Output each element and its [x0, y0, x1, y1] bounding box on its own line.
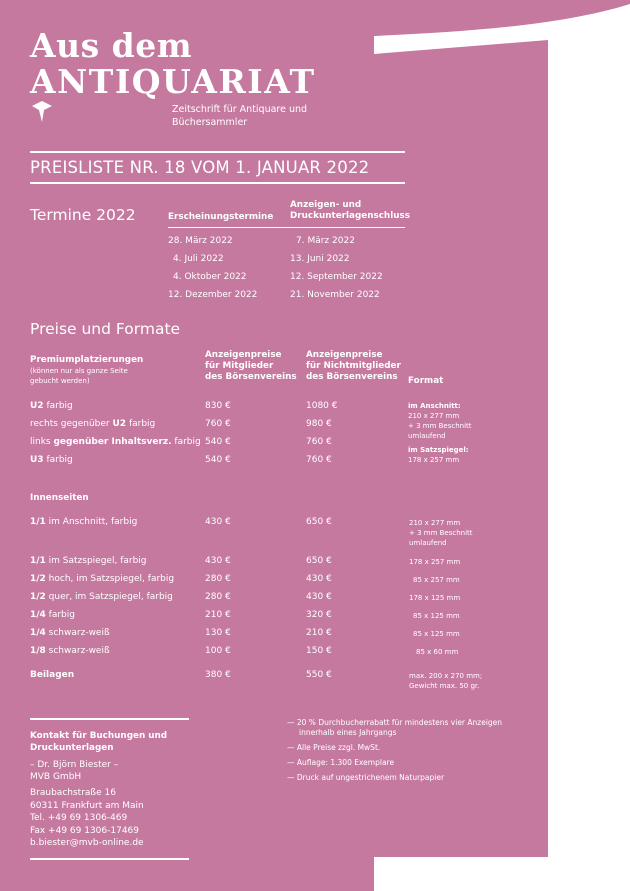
members-header-line3: des Börsenvereins	[205, 372, 297, 382]
premium-format	[408, 401, 472, 465]
inner-row-member-price: 210 €	[205, 610, 231, 620]
note-item-cont: innerhalb eines Jahrgangs	[299, 728, 397, 737]
inner-row-member-price: 430 €	[205, 517, 231, 527]
inner-row: 1/8 schwarz-weiß	[30, 646, 110, 656]
inner-row-member-price: 130 €	[205, 628, 231, 638]
format-anschnitt-1: 210 x 277 mm	[408, 412, 460, 420]
format-anschnitt-3: umlaufend	[408, 432, 446, 440]
nonmembers-header-line3: des Börsenvereins	[306, 372, 398, 382]
termine-col2-header	[290, 200, 410, 222]
premium-row-member-price: 760 €	[205, 419, 231, 429]
inner-row-member-price: 430 €	[205, 556, 231, 566]
termine-row-schluss: 7. März 2022	[296, 236, 355, 246]
note-item: — Alle Preise zzgl. MwSt.	[287, 743, 381, 752]
inner-row-nonmember-price: 210 €	[306, 628, 332, 638]
termine-row: 4. Oktober 2022	[173, 272, 247, 282]
termine-col2-header-line1: Anzeigen- und	[290, 200, 362, 210]
termine-rule	[168, 227, 405, 228]
kontakt-title-line1: Kontakt für Buchungen und	[30, 731, 168, 741]
nonmembers-header	[306, 350, 401, 383]
book-logo-icon	[31, 100, 53, 124]
inner-row-nonmember-price: 650 €	[306, 556, 332, 566]
inner-row-format: 85 x 257 mm	[413, 576, 460, 584]
premium-row: links gegenüber Inhaltsverz. farbig	[30, 437, 201, 447]
termine-row-schluss: 21. November 2022	[290, 290, 380, 300]
inner-format-line: + 3 mm Beschnitt	[409, 529, 473, 537]
preise-title: Preise und Formate	[30, 320, 181, 338]
inner-row: 1/2 quer, im Satzspiegel, farbig	[30, 592, 173, 602]
inner-row: Beilagen	[30, 670, 75, 680]
termine-col2-header-line2: Druckunterlagenschluss	[290, 211, 410, 221]
inner-row-format: 85 x 60 mm	[416, 648, 459, 656]
premium-row-member-price: 540 €	[205, 437, 231, 447]
kontakt-street: Braubachstraße 16	[30, 788, 116, 798]
premium-row-nonmember-price: 1080 €	[306, 401, 338, 411]
inner-row-nonmember-price: 430 €	[306, 574, 332, 584]
members-header-line2: für Mitglieder	[205, 361, 274, 371]
inner-row-format	[409, 518, 473, 548]
format-anschnitt-label: im Anschnitt:	[408, 402, 461, 410]
inner-row-format: 85 x 125 mm	[413, 630, 460, 638]
termine-title: Termine 2022	[30, 206, 136, 224]
masthead-subtitle	[172, 103, 332, 129]
subtitle-line2: Büchersammler	[172, 117, 248, 128]
inner-format-line: 210 x 277 mm	[409, 519, 461, 527]
premium-header-note2: gebucht werden)	[30, 377, 90, 385]
premium-header	[30, 355, 143, 386]
kontakt-rule-top	[30, 718, 189, 720]
kontakt-title-line2: Druckunterlagen	[30, 743, 114, 753]
termine-row: 28. März 2022	[168, 236, 233, 246]
termine-row: 12. Dezember 2022	[168, 290, 258, 300]
kontakt-rule-bottom	[30, 858, 189, 860]
masthead-line1: Aus dem	[30, 26, 193, 65]
kontakt-address	[30, 787, 144, 850]
inner-row-member-price: 280 €	[205, 592, 231, 602]
inner-row: 1/1 im Anschnitt, farbig	[30, 517, 138, 527]
nonmembers-header-line2: für Nichtmitglieder	[306, 361, 401, 371]
termine-col1-header: Erscheinungstermine	[168, 212, 274, 222]
inner-row-member-price: 380 €	[205, 670, 231, 680]
inner-row-format: 178 x 125 mm	[409, 594, 461, 602]
innenseiten-title: Innenseiten	[30, 493, 89, 503]
subtitle-line1: Zeitschrift für Antiquare und	[172, 104, 308, 115]
premium-row-member-price: 540 €	[205, 455, 231, 465]
format-header: Format	[408, 376, 444, 386]
inner-row-format: 178 x 257 mm	[409, 558, 461, 566]
premium-row-member-price: 830 €	[205, 401, 231, 411]
inner-format-line: umlaufend	[409, 539, 447, 547]
kontakt-person-line2: MVB GmbH	[30, 772, 82, 782]
premium-row-nonmember-price: 760 €	[306, 455, 332, 465]
termine-row-schluss: 13. Juni 2022	[290, 254, 350, 264]
inner-row-format: 85 x 125 mm	[413, 612, 460, 620]
premium-row: U3 farbig	[30, 455, 73, 465]
premium-header-note1: (können nur als ganze Seite	[30, 367, 128, 375]
format-anschnitt-2: + 3 mm Beschnitt	[408, 422, 472, 430]
premium-row: U2 farbig	[30, 401, 73, 411]
premium-row: rechts gegenüber U2 farbig	[30, 419, 156, 429]
price-list-heading: PREISLISTE NR. 18 VOM 1. JANUAR 2022	[30, 158, 370, 177]
kontakt-fax: Fax +49 69 1306-17469	[30, 825, 140, 836]
termine-row: 4. Juli 2022	[173, 254, 224, 264]
inner-row-nonmember-price: 430 €	[306, 592, 332, 602]
note-item: — Auflage: 1.300 Exemplare	[287, 758, 395, 767]
note-item: — Druck auf ungestrichenem Naturpapier	[287, 773, 445, 782]
kontakt-person-line1: – Dr. Björn Biester –	[30, 760, 119, 770]
inner-row: 1/4 farbig	[30, 610, 75, 620]
inner-row: 1/1 im Satzspiegel, farbig	[30, 556, 147, 566]
inner-format-line: Gewicht max. 50 gr.	[409, 682, 480, 690]
kontakt-city: 60311 Frankfurt am Main	[30, 800, 144, 811]
premium-header-label: Premiumplatzierungen	[30, 355, 144, 365]
premium-row-nonmember-price: 980 €	[306, 419, 332, 429]
notes-list	[287, 718, 502, 783]
inner-row-nonmember-price: 320 €	[306, 610, 332, 620]
kontakt-title	[30, 730, 167, 754]
inner-row-member-price: 100 €	[205, 646, 231, 656]
members-header-line1: Anzeigenpreise	[205, 350, 282, 360]
inner-format-line: max. 200 x 270 mm;	[409, 672, 483, 680]
inner-row: 1/2 hoch, im Satzspiegel, farbig	[30, 574, 175, 584]
format-satz-1: 178 x 257 mm	[408, 456, 460, 464]
kontakt-email-link[interactable]: b.biester@mvb-online.de	[30, 838, 144, 848]
format-satz-label: im Satzspiegel:	[408, 446, 469, 454]
inner-row-nonmember-price: 150 €	[306, 646, 332, 656]
premium-row-nonmember-price: 760 €	[306, 437, 332, 447]
nonmembers-header-line1: Anzeigenpreise	[306, 350, 383, 360]
termine-row-schluss: 12. September 2022	[290, 272, 383, 282]
inner-row-nonmember-price: 550 €	[306, 670, 332, 680]
inner-row-nonmember-price: 650 €	[306, 517, 332, 527]
heading-rule-top	[30, 151, 405, 153]
inner-row: 1/4 schwarz-weiß	[30, 628, 110, 638]
inner-row-member-price: 280 €	[205, 574, 231, 584]
note-item: — 20 % Durchbucherrabatt für mindestens vier Anzeigen	[287, 718, 503, 727]
heading-rule-bottom	[30, 182, 405, 184]
kontakt-tel: Tel. +49 69 1306-469	[30, 813, 128, 823]
members-header	[205, 350, 297, 383]
inner-row-format	[409, 671, 482, 691]
masthead-line2: ANTIQUARIAT	[30, 62, 316, 101]
kontakt-person	[30, 759, 118, 783]
